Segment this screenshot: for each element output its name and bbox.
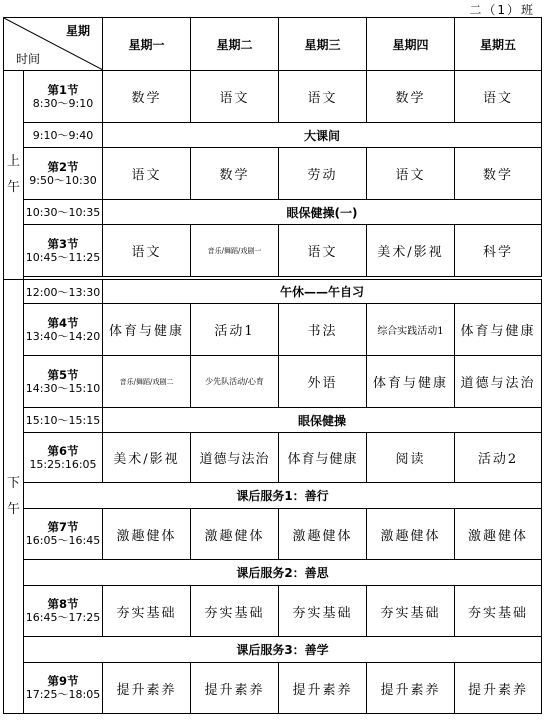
break-row (4, 408, 542, 433)
period-row (4, 586, 542, 637)
subject-cell: 夯实基础 (103, 586, 191, 637)
subject-cell: 激趣健体 (367, 509, 455, 560)
period-cell (24, 148, 103, 200)
period-name: 第3节 (47, 236, 79, 251)
period-name: 第2节 (47, 159, 79, 174)
subject-cell: 体育与健康 (455, 304, 542, 356)
subject-cell: 数学 (367, 71, 455, 123)
period-cell (24, 586, 103, 637)
period-time: 17:25～18:05 (25, 688, 101, 701)
subject-cell: 活动2 (455, 433, 542, 483)
period-row (4, 433, 542, 483)
subject-cell: 科学 (455, 225, 542, 277)
subject-cell: 体育与健康 (367, 356, 455, 408)
day-header: 星期二 (191, 18, 279, 71)
subject-cell: 劳动 (279, 148, 367, 200)
period-time: 15:25:16:05 (29, 457, 97, 471)
period-row (4, 71, 542, 123)
subject-cell: 美术/影视 (367, 225, 455, 277)
period-row (4, 509, 542, 560)
period-name: 第4节 (47, 315, 79, 330)
subject-cell: 美术/影视 (103, 433, 191, 483)
subject-cell: 道德与法治 (191, 433, 279, 483)
period-name: 第9节 (47, 674, 79, 688)
subject-cell: 活动1 (191, 304, 279, 356)
subject-cell: 数学 (103, 71, 191, 123)
period-cell (24, 433, 103, 483)
subject-cell: 数学 (455, 148, 542, 200)
subject-cell: 夯实基础 (191, 586, 279, 637)
service-name: 课后服务3：善学 (24, 637, 542, 663)
subject-cell: 提升素养 (279, 663, 367, 714)
subject-cell: 体育与健康 (103, 304, 191, 356)
subject-cell: 阅读 (367, 433, 455, 483)
period-time: 9:50～10:30 (29, 173, 97, 187)
period-cell (24, 225, 103, 277)
period-time: 16:05～16:45 (25, 534, 101, 547)
day-header: 星期四 (367, 18, 455, 71)
subject-cell: 夯实基础 (367, 586, 455, 637)
subject-cell: 提升素养 (103, 663, 191, 714)
afternoon-label (4, 280, 24, 714)
break-time: 12:00～13:30 (24, 280, 103, 304)
period-row (4, 225, 542, 277)
subject-cell: 提升素养 (455, 663, 542, 714)
period-time: 10:45～11:25 (25, 250, 101, 264)
subject-cell: 外语 (279, 356, 367, 408)
half-char: 上 (6, 154, 20, 169)
subject-cell: 提升素养 (191, 663, 279, 714)
period-time: 13:40～14:20 (25, 329, 101, 343)
service-name: 课后服务1：善行 (24, 483, 542, 509)
subject-cell: 语文 (455, 71, 542, 123)
subject-cell: 激趣健体 (191, 509, 279, 560)
subject-cell: 激趣健体 (455, 509, 542, 560)
subject-cell: 语文 (191, 71, 279, 123)
half-char: 午 (6, 180, 20, 195)
period-row (4, 148, 542, 200)
subject-cell: 少先队活动/心育 (191, 356, 279, 408)
period-time: 8:30～9:10 (32, 96, 94, 110)
subject-cell: 语文 (279, 71, 367, 123)
period-row (4, 663, 542, 714)
corner-header (4, 18, 103, 71)
schedule-table (3, 17, 542, 714)
break-name: 午休——午自习 (103, 280, 542, 304)
break-time: 15:10～15:15 (24, 408, 103, 433)
subject-cell: 语文 (103, 148, 191, 200)
break-name: 眼保健操(一) (103, 200, 542, 225)
subject-cell: 激趣健体 (279, 509, 367, 560)
subject-cell: 音乐/舞蹈/戏剧二 (103, 356, 191, 408)
class-label: 二（1）班 (469, 3, 535, 17)
subject-cell: 夯实基础 (455, 586, 542, 637)
subject-cell: 音乐/舞蹈/戏剧一 (191, 225, 279, 277)
period-name: 第7节 (47, 520, 79, 534)
header-row (4, 18, 542, 71)
period-name: 第5节 (47, 367, 79, 382)
break-row (4, 280, 542, 304)
half-char: 午 (6, 501, 20, 517)
service-row (4, 483, 542, 509)
subject-cell: 综合实践活动1 (367, 304, 455, 356)
subject-cell: 数学 (191, 148, 279, 200)
period-name: 第6节 (47, 443, 79, 458)
day-header: 星期一 (103, 18, 191, 71)
morning-label (4, 71, 24, 280)
half-char: 下 (6, 475, 20, 491)
subject-cell: 道德与法治 (455, 356, 542, 408)
subject-cell: 激趣健体 (103, 509, 191, 560)
subject-cell: 语文 (279, 225, 367, 277)
period-name: 第1节 (47, 82, 79, 97)
day-header: 星期五 (455, 18, 542, 71)
subject-cell: 语文 (103, 225, 191, 277)
period-cell (24, 663, 103, 714)
week-label: 星期 (65, 24, 90, 38)
period-cell (24, 71, 103, 123)
subject-cell: 语文 (367, 148, 455, 200)
break-row (4, 200, 542, 225)
break-row (4, 123, 542, 148)
period-row (4, 304, 542, 356)
period-row (4, 356, 542, 408)
subject-cell: 书法 (279, 304, 367, 356)
service-row (4, 560, 542, 586)
break-time: 10:30～10:35 (24, 200, 103, 225)
break-name: 眼保健操 (103, 408, 542, 433)
service-name: 课后服务2：善思 (24, 560, 542, 586)
period-name: 第8节 (47, 597, 79, 611)
period-time: 14:30～15:10 (25, 381, 101, 395)
period-cell (24, 509, 103, 560)
subject-cell: 体育与健康 (279, 433, 367, 483)
break-time: 9:10～9:40 (24, 123, 103, 148)
break-name: 大课间 (103, 123, 542, 148)
period-time: 16:45～17:25 (25, 611, 101, 624)
period-cell (24, 356, 103, 408)
time-label: 时间 (16, 52, 41, 66)
day-header: 星期三 (279, 18, 367, 71)
subject-cell: 夯实基础 (279, 586, 367, 637)
service-row (4, 637, 542, 663)
period-cell (24, 304, 103, 356)
subject-cell: 提升素养 (367, 663, 455, 714)
